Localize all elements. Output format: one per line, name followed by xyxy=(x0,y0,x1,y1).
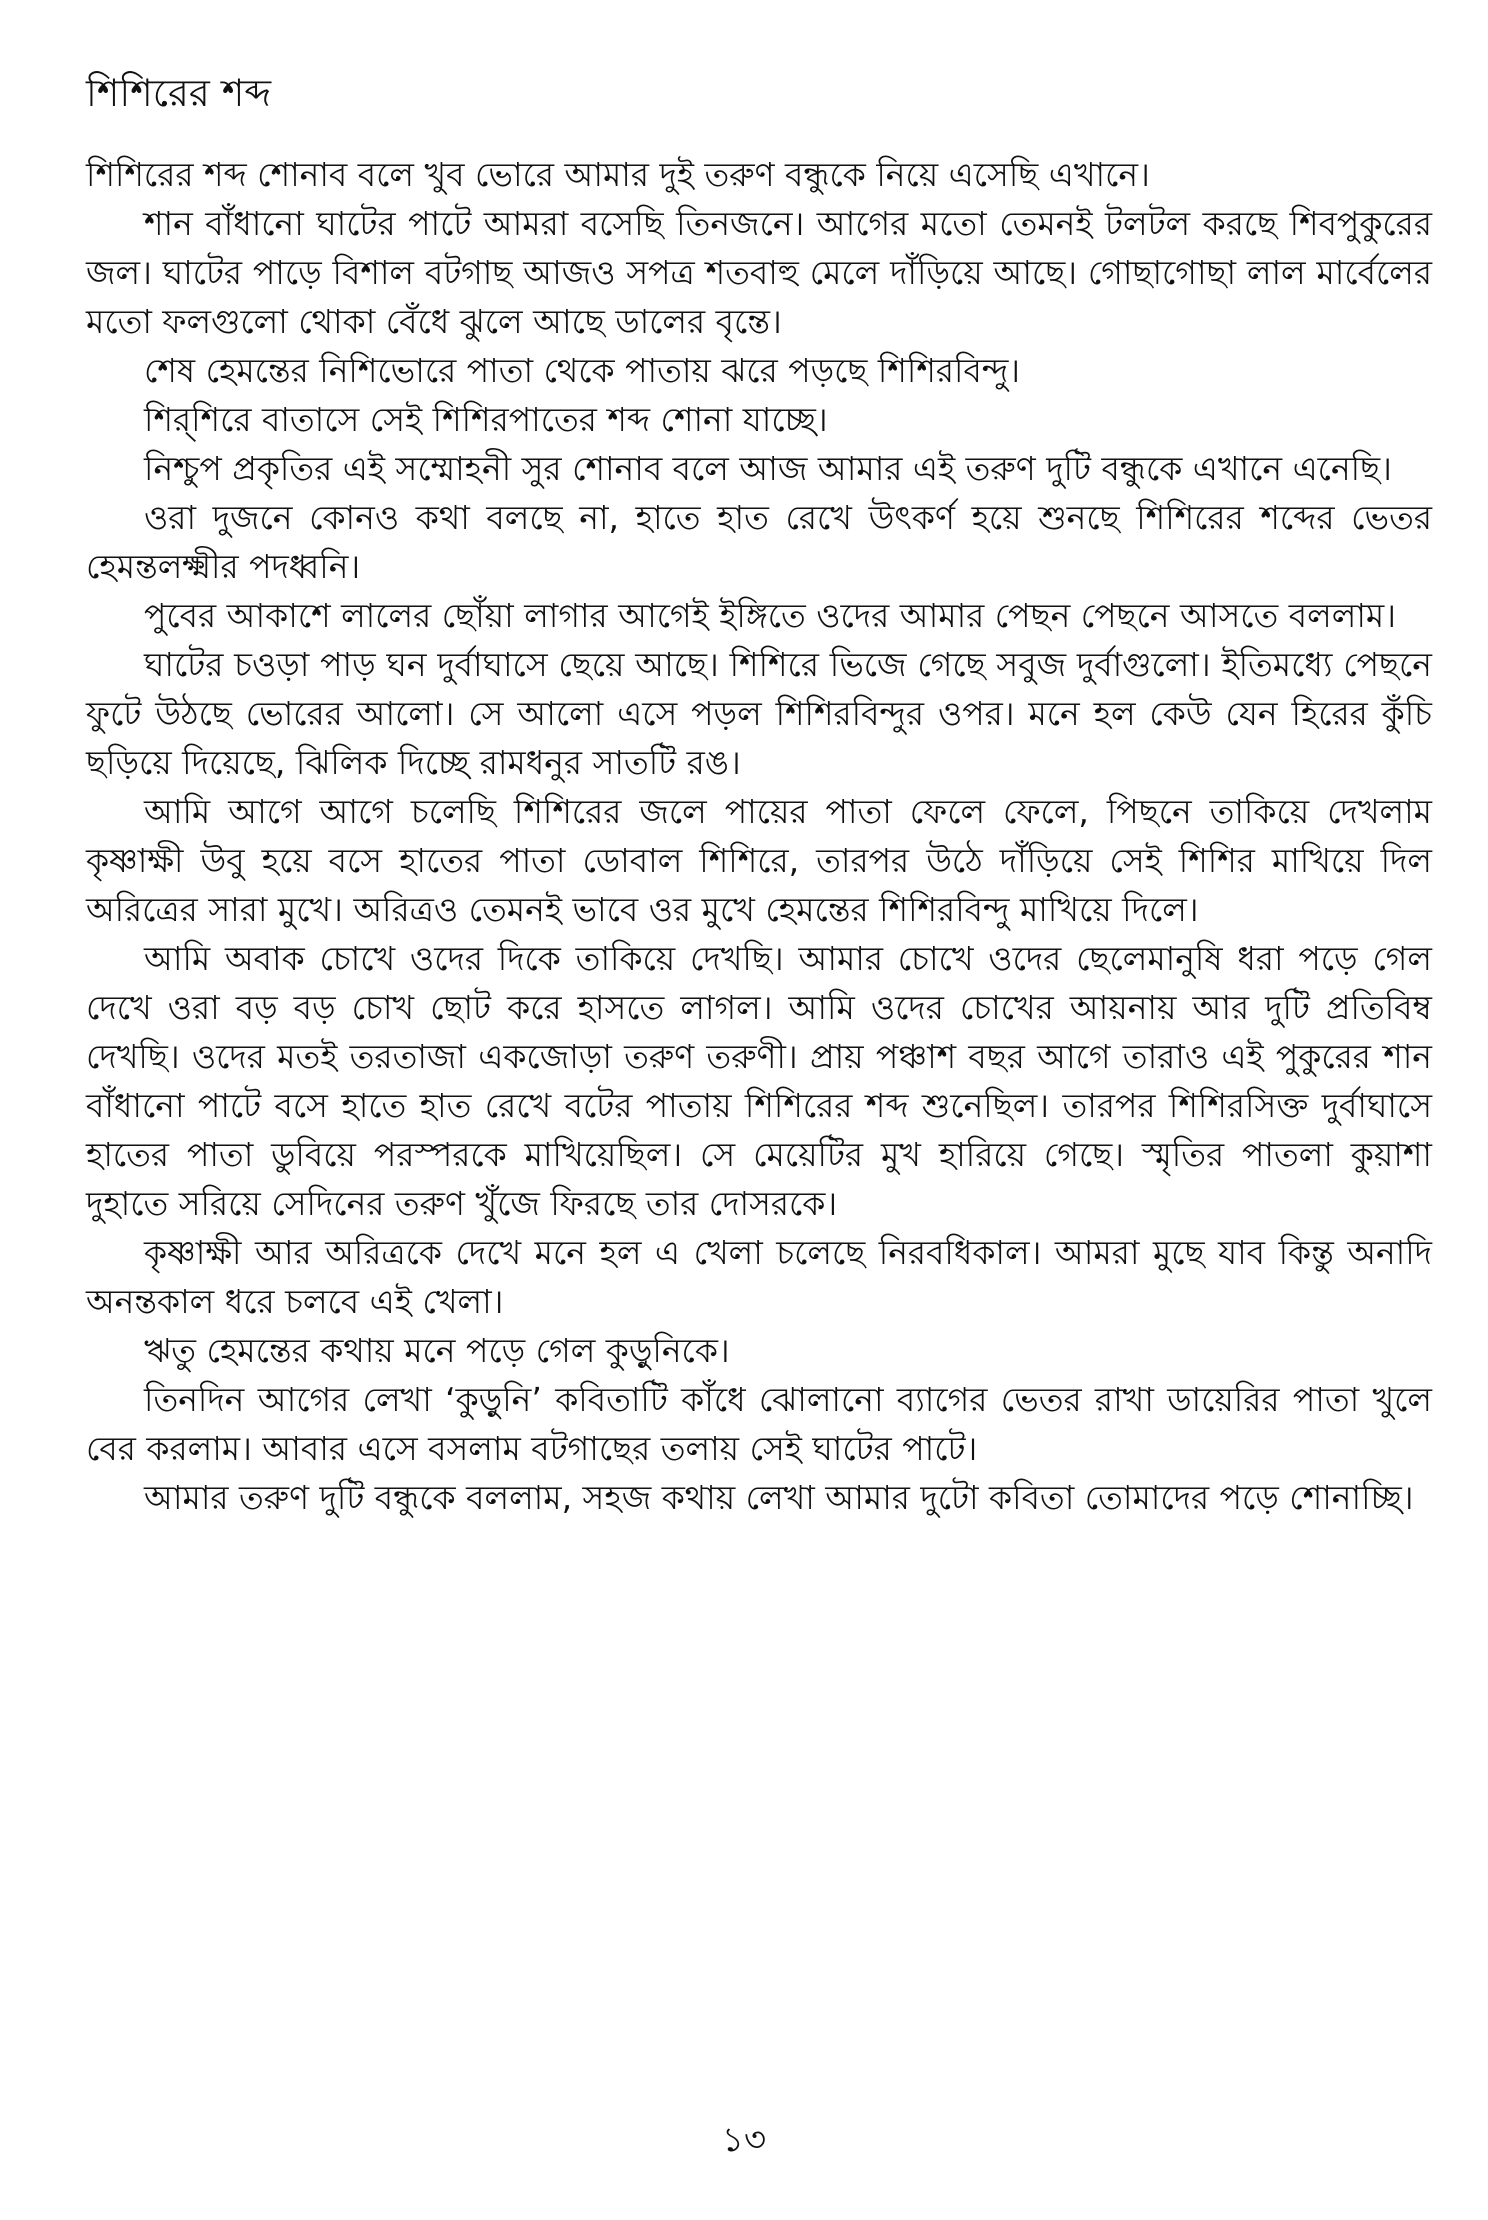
paragraph: ওরা দুজনে কোনও কথা বলছে না, হাতে হাত রেখে উৎকর্ণ হয়ে শুনছে শিশিরের শব্দের ভেতর হেমন্তলক্ষ্মীর পদধ্বনি। xyxy=(86,498,1432,586)
paragraph: নিশ্চুপ প্রকৃতির এই সম্মোহনী সুর শোনাব বলে আজ আমার এই তরুণ দুটি বন্ধুকে এখানে এনেছি। xyxy=(144,449,1392,488)
paragraph: শির্‌শিরে বাতাসে সেই শিশিরপাতের শব্দ শোনা যাচ্ছে। xyxy=(144,400,828,439)
page-number: ১৩ xyxy=(721,2120,767,2160)
paragraph: ঋতু হেমন্তের কথায় মনে পড়ে গেল কুড়ুনিকে। xyxy=(144,1331,730,1370)
paragraph: আমি অবাক চোখে ওদের দিকে তাকিয়ে দেখছি। আমার চোখে ওদের ছেলেমানুষি ধরা পড়ে গেল দেখে ওরা বড় বড় চোখ ছোট করে হাসতে লাগল। আমি ওদের চোখের আয়নায় আর দুটি প্রতিবিম্ব দেখছি। ওদের মতই তরতাজা একজোড়া তরুণ তরুণী। প্রায় পঞ্চাশ বছর আগে তারাও এই পুকুরের শান বাঁধানো পাটে বসে হাতে হাত রেখে বটের পাতায় শিশিরের শব্দ শুনেছিল। তারপর শিশিরসিক্ত দুর্বাঘাসে হাতের পাতা ডুবিয়ে পরস্পরকে মাখিয়েছিল। সে মেয়েটির মুখ হারিয়ে গেছে। স্মৃতির পাতলা কুয়াশা দুহাতে সরিয়ে সেদিনের তরুণ খুঁজে ফিরছে তার দোসরকে। xyxy=(86,939,1432,1223)
paragraph: শান বাঁধানো ঘাটের পাটে আমরা বসেছি তিনজনে। আগের মতো তেমনই টলটল করছে শিবপুকুরের জল। ঘাটের পাড়ে বিশাল বটগাছ আজও সপত্র শতবাহু মেলে দাঁড়িয়ে আছে। গোছাগোছা লাল মার্বেলের মতো ফলগুলো থোকা বেঁধে ঝুলে আছে ডালের বৃন্তে। xyxy=(86,204,1432,341)
paragraph: শিশিরের শব্দ শোনাব বলে খুব ভোরে আমার দুই তরুণ বন্ধুকে নিয়ে এসেছি এখানে। xyxy=(86,155,1150,194)
paragraph: আমার তরুণ দুটি বন্ধুকে বললাম, সহজ কথায় লেখা আমার দুটো কবিতা তোমাদের পড়ে শোনাচ্ছি। xyxy=(144,1478,1414,1517)
paragraph: তিনদিন আগের লেখা ‘কুড়ুনি’ কবিতাটি কাঁধে ঝোলানো ব্যাগের ভেতর রাখা ডায়েরির পাতা খুলে বের করলাম। আবার এসে বসলাম বটগাছের তলায় সেই ঘাটের পাটে। xyxy=(86,1380,1432,1468)
book-page xyxy=(86,60,1432,2160)
paragraph: পুবের আকাশে লালের ছোঁয়া লাগার আগেই ইঙ্গিতে ওদের আমার পেছন পেছনে আসতে বললাম। xyxy=(144,596,1397,635)
paragraph: শেষ হেমন্তের নিশিভোরে পাতা থেকে পাতায় ঝরে পড়ছে শিশিরবিন্দু। xyxy=(144,351,1021,390)
body-text xyxy=(86,150,1432,1522)
page-title: শিশিরের শব্দ xyxy=(86,71,272,115)
paragraph: আমি আগে আগে চলেছি শিশিরের জলে পায়ের পাতা ফেলে ফেলে, পিছনে তাকিয়ে দেখলাম কৃষ্ণাক্ষী উবু হয়ে বসে হাতের পাতা ডোবাল শিশিরে, তারপর উঠে দাঁড়িয়ে সেই শিশির মাখিয়ে দিল অরিত্রের সারা মুখে। অরিত্রও তেমনই ভাবে ওর মুখে হেমন্তের শিশিরবিন্দু মাখিয়ে দিলে। xyxy=(86,792,1432,929)
paragraph: ঘাটের চওড়া পাড় ঘন দুর্বাঘাসে ছেয়ে আছে। শিশিরে ভিজে গেছে সবুজ দুর্বাগুলো। ইতিমধ্যে পেছনে ফুটে উঠছে ভোরের আলো। সে আলো এসে পড়ল শিশিরবিন্দুর ওপর। মনে হল কেউ যেন হিরের কুঁচি ছড়িয়ে দিয়েছে, ঝিলিক দিচ্ছে রামধনুর সাতটি রঙ। xyxy=(86,645,1432,782)
paragraph: কৃষ্ণাক্ষী আর অরিত্রকে দেখে মনে হল এ খেলা চলেছে নিরবধিকাল। আমরা মুছে যাব কিন্তু অনাদি অনন্তকাল ধরে চলবে এই খেলা। xyxy=(86,1233,1432,1321)
